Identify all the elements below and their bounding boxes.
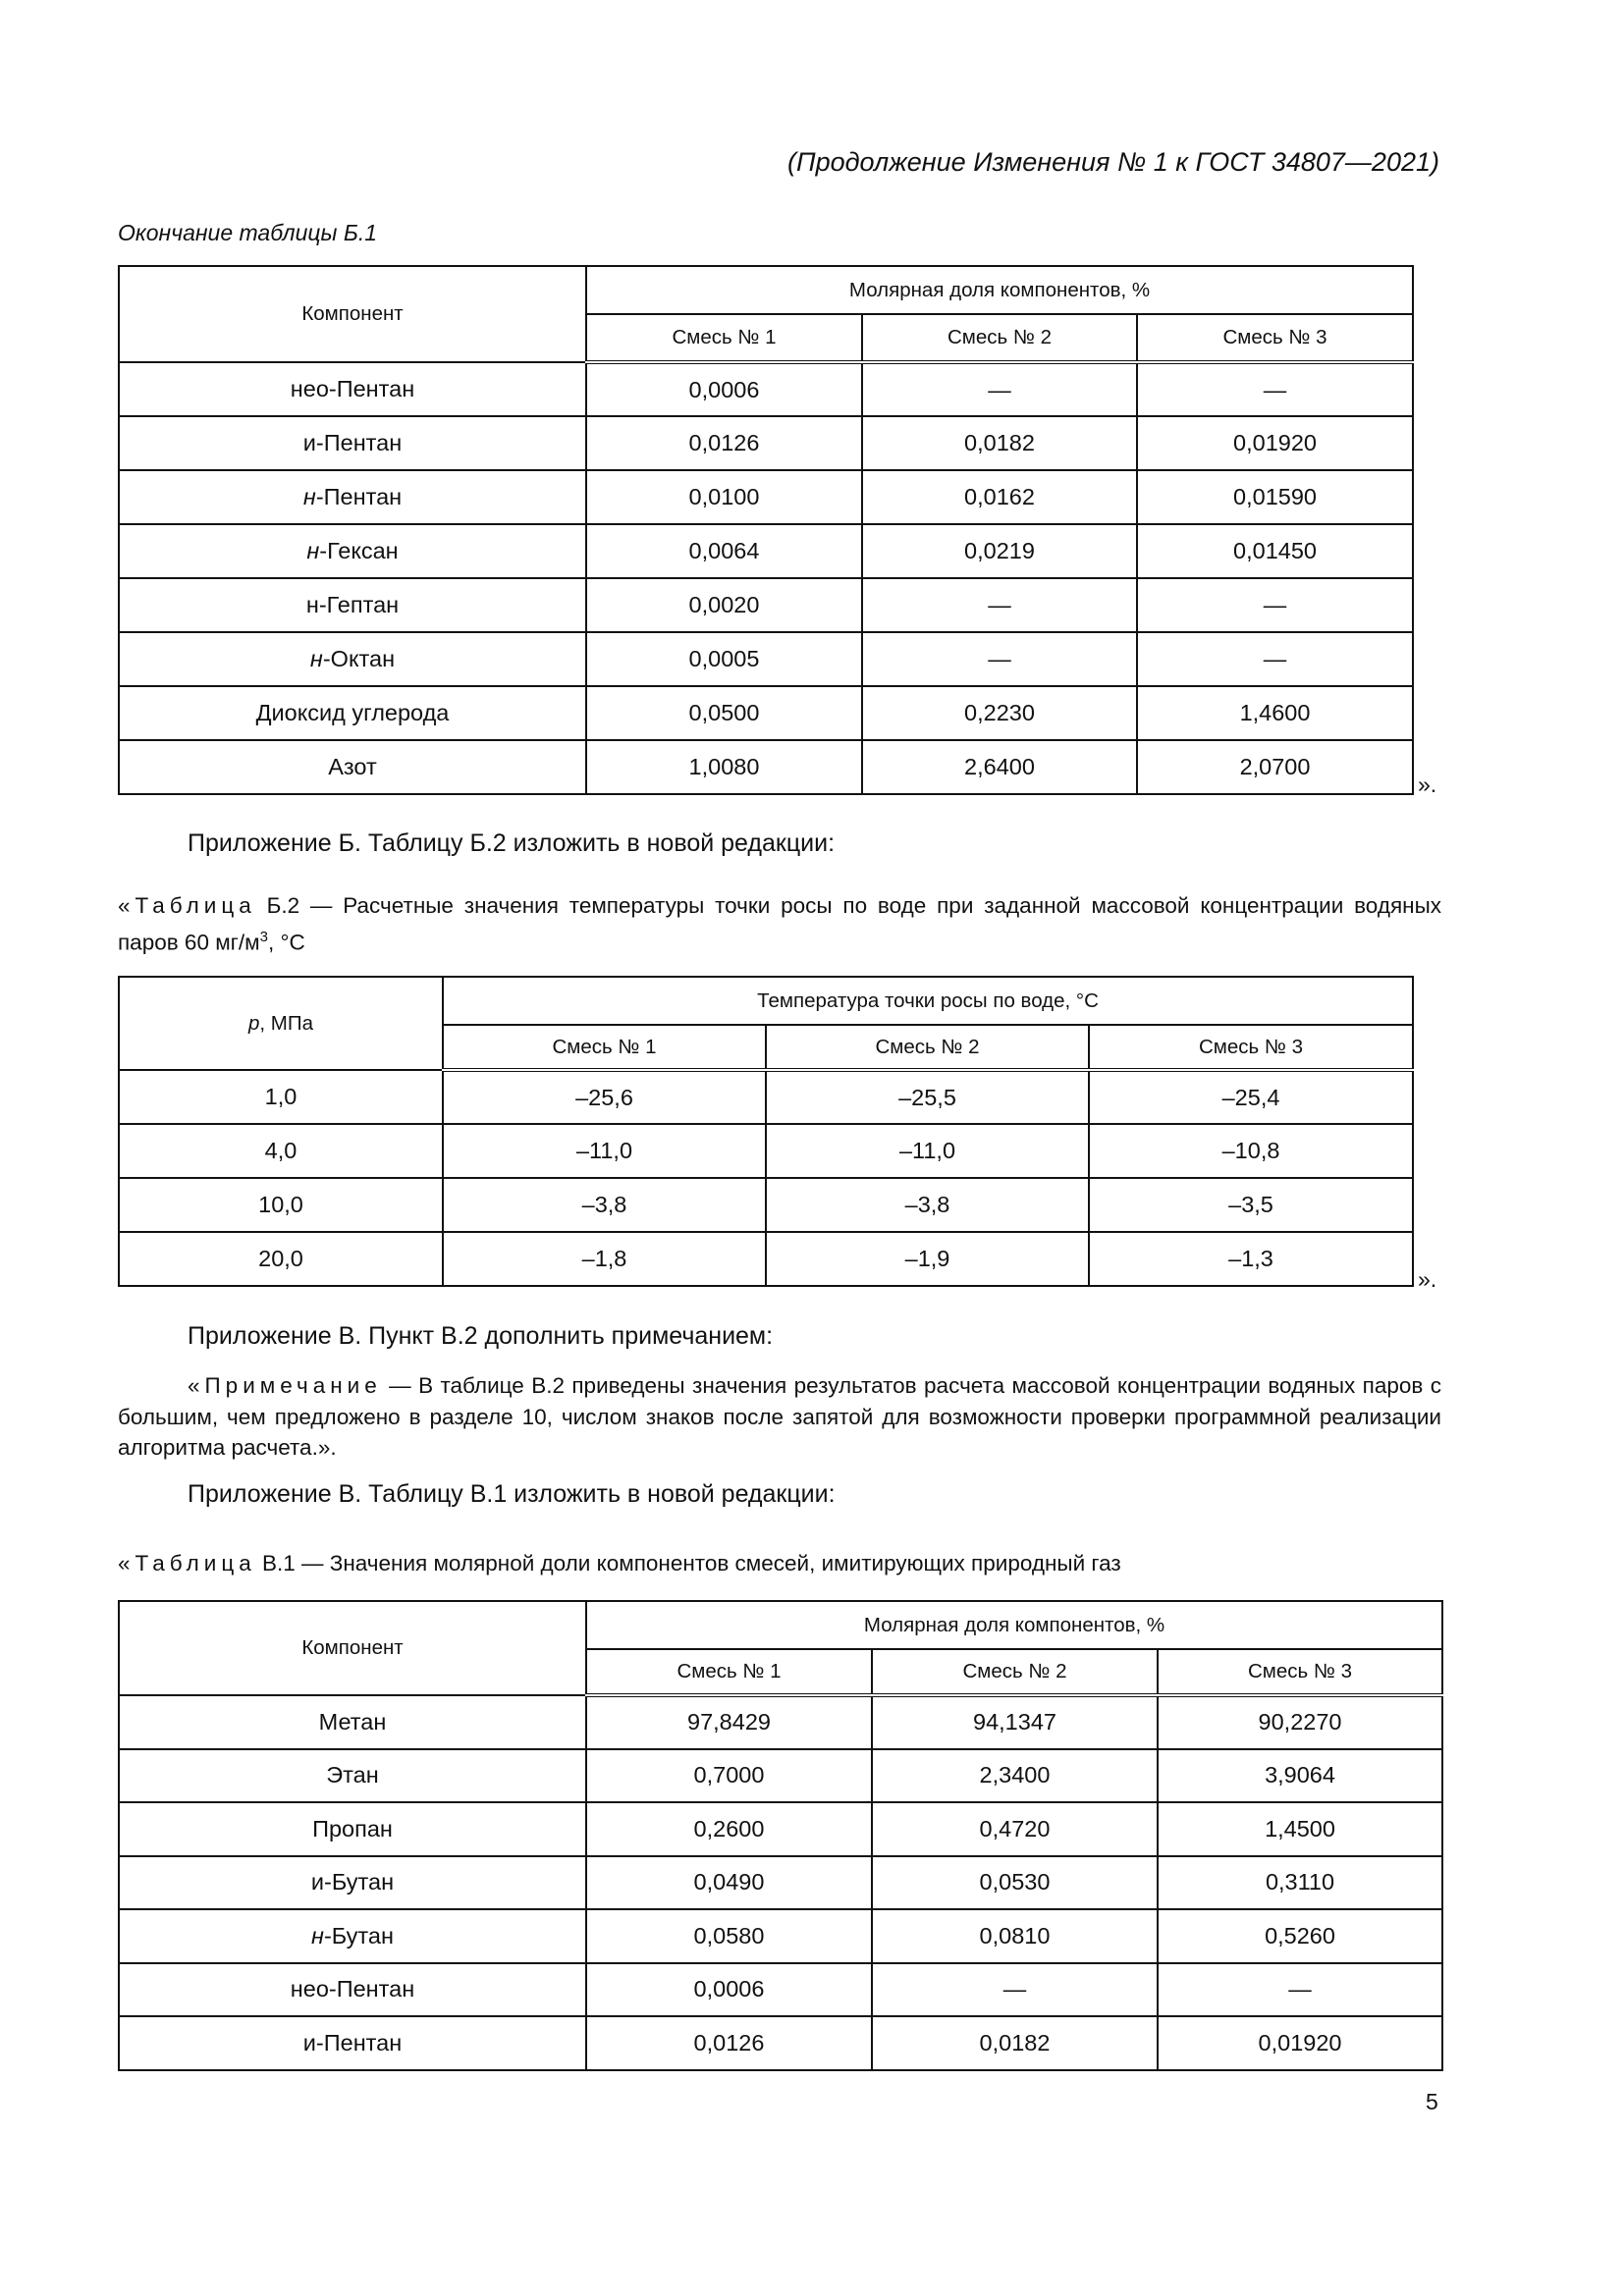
component-name: нео-Пентан [290, 1976, 415, 2002]
closing-quote: ». [1418, 772, 1437, 797]
component-name: нео-Пентан [290, 376, 415, 401]
row-label [119, 524, 586, 578]
component-name: -Октан [322, 646, 396, 671]
col-header-component: Компонент [119, 1601, 586, 1695]
col-header-mix-1: Смесь № 1 [586, 314, 862, 362]
table-b1-caption: Окончание таблицы Б.1 [118, 220, 378, 245]
cell-mix-1: –25,6 [443, 1070, 766, 1124]
note-text: — В таблице В.2 приведены значения результатов расчета массовой концентрации водяных паров с большим, чем предложено в разделе 10, числом знаков после запятой для возможности проверки программной реализации алгоритма расчета.». [118, 1373, 1441, 1460]
table-b2 [118, 976, 1414, 1287]
row-label [119, 740, 586, 794]
caption-sup: 3 [259, 928, 268, 945]
cell-mix-2: 0,0182 [862, 416, 1137, 470]
cell-mix-2: 0,2230 [862, 686, 1137, 740]
table-row [119, 1232, 1413, 1286]
table-row [119, 1963, 1442, 2017]
table-row [119, 1124, 1413, 1178]
col-header-group: Молярная доля компонентов, % [586, 266, 1413, 314]
table-row [119, 524, 1413, 578]
row-label [119, 1749, 586, 1803]
paragraph-appendix-v-1: Приложение В. Таблицу В.1 изложить в новой редакции: [188, 1480, 836, 1508]
table-row [119, 470, 1413, 524]
component-name: и-Пентан [302, 2029, 403, 2056]
cell-mix-3: — [1137, 362, 1413, 416]
cell-mix-3: –25,4 [1089, 1070, 1413, 1124]
row-label [119, 578, 586, 632]
paragraph-appendix-v-2: Приложение В. Пункт В.2 дополнить примечанием: [188, 1322, 774, 1350]
cell-mix-3: 0,01920 [1137, 416, 1413, 470]
row-label: 1,0 [119, 1070, 443, 1124]
table-row [119, 1856, 1442, 1910]
component-name: Азот [328, 754, 377, 779]
caption-prefix: «Таблица [118, 893, 256, 918]
component-name: Этан [326, 1762, 379, 1789]
col-header-mix-3: Смесь № 3 [1089, 1025, 1413, 1070]
col-header-mix-2: Смесь № 2 [862, 314, 1137, 362]
note-prefix: «Примечание [188, 1373, 382, 1398]
p-unit: , МПа [259, 1011, 313, 1035]
cell-mix-1: 0,0005 [586, 632, 862, 686]
col-header-mix-3: Смесь № 3 [1158, 1649, 1442, 1695]
closing-quote: ». [1418, 1266, 1437, 1292]
cell-mix-1: –11,0 [443, 1124, 766, 1178]
row-label [119, 1909, 586, 1963]
cell-mix-3: 0,01590 [1137, 470, 1413, 524]
cell-mix-1: 0,7000 [586, 1749, 872, 1803]
cell-mix-2: 0,0162 [862, 470, 1137, 524]
row-label [119, 362, 586, 416]
col-header-pressure [119, 977, 443, 1070]
table-row [119, 1802, 1442, 1856]
italic-prefix: н [302, 484, 316, 509]
cell-mix-1: –1,8 [443, 1232, 766, 1286]
table-row [119, 2016, 1442, 2070]
table-row [119, 686, 1413, 740]
caption-text: В.1 — Значения молярной доли компонентов смесей, имитирующих природный газ [255, 1551, 1121, 1575]
p-symbol: p [247, 1011, 260, 1035]
table-row [119, 1909, 1442, 1963]
col-header-mix-1: Смесь № 1 [443, 1025, 766, 1070]
italic-prefix: н [306, 538, 320, 563]
component-name: -Бутан [323, 1922, 394, 1949]
cell-mix-2: 2,3400 [872, 1749, 1158, 1803]
caption-text: Б.2 — Расчетные значения температуры точки росы по воде при заданной массовой концентрации водяных паров 60 мг/м [118, 893, 1441, 954]
table-v1-caption [118, 1548, 1441, 1579]
cell-mix-2: 0,0219 [862, 524, 1137, 578]
cell-mix-3: –1,3 [1089, 1232, 1413, 1286]
cell-mix-1: 0,0020 [586, 578, 862, 632]
document-header: (Продолжение Изменения № 1 к ГОСТ 34807—2021) [787, 147, 1439, 177]
table-b2-caption [118, 890, 1441, 958]
cell-mix-1: 0,0100 [586, 470, 862, 524]
cell-mix-3: — [1137, 578, 1413, 632]
cell-mix-2: — [862, 632, 1137, 686]
caption-end: , °С [267, 930, 305, 954]
row-label [119, 686, 586, 740]
cell-mix-2: –3,8 [766, 1178, 1089, 1232]
component-name: и-Бутан [310, 1869, 395, 1896]
cell-mix-3: 1,4500 [1158, 1802, 1442, 1856]
italic-prefix: н [309, 646, 323, 671]
cell-mix-3: 0,01920 [1158, 2016, 1442, 2070]
caption-prefix: «Таблица [118, 1551, 256, 1575]
row-label [119, 470, 586, 524]
col-header-group: Температура точки росы по воде, °С [443, 977, 1413, 1025]
cell-mix-3: 90,2270 [1158, 1695, 1442, 1749]
cell-mix-2: 0,0810 [872, 1909, 1158, 1963]
component-name: и-Пентан [302, 430, 403, 455]
row-label [119, 1802, 586, 1856]
table-row [119, 632, 1413, 686]
cell-mix-2: 94,1347 [872, 1695, 1158, 1749]
cell-mix-2: 0,0182 [872, 2016, 1158, 2070]
table-row [119, 416, 1413, 470]
cell-mix-1: 0,0126 [586, 2016, 872, 2070]
cell-mix-2: –11,0 [766, 1124, 1089, 1178]
cell-mix-3: 2,0700 [1137, 740, 1413, 794]
cell-mix-2: –1,9 [766, 1232, 1089, 1286]
cell-mix-1: 0,0500 [586, 686, 862, 740]
row-label [119, 1695, 586, 1749]
cell-mix-2: 0,4720 [872, 1802, 1158, 1856]
col-header-mix-3: Смесь № 3 [1137, 314, 1413, 362]
cell-mix-2: — [862, 578, 1137, 632]
cell-mix-3: 0,5260 [1158, 1909, 1442, 1963]
page-number: 5 [1426, 2089, 1438, 2114]
row-label [119, 1856, 586, 1910]
component-name: -Пентан [315, 484, 403, 509]
table-row [119, 1178, 1413, 1232]
cell-mix-3: 0,01450 [1137, 524, 1413, 578]
cell-mix-1: 0,0006 [586, 362, 862, 416]
component-name: -Гексан [319, 538, 399, 563]
cell-mix-1: 97,8429 [586, 1695, 872, 1749]
row-label: 10,0 [119, 1178, 443, 1232]
table-row [119, 1070, 1413, 1124]
cell-mix-1: 1,0080 [586, 740, 862, 794]
cell-mix-1: 0,0006 [586, 1963, 872, 2017]
table-v1 [118, 1600, 1443, 2071]
cell-mix-1: 0,0580 [586, 1909, 872, 1963]
note-paragraph [118, 1370, 1441, 1464]
table-row [119, 362, 1413, 416]
col-header-mix-2: Смесь № 2 [766, 1025, 1089, 1070]
component-name: Диоксид углерода [255, 700, 450, 725]
cell-mix-2: –25,5 [766, 1070, 1089, 1124]
cell-mix-2: — [872, 1963, 1158, 2017]
table-row [119, 578, 1413, 632]
cell-mix-3: 3,9064 [1158, 1749, 1442, 1803]
cell-mix-2: — [862, 362, 1137, 416]
table-row [119, 1749, 1442, 1803]
cell-mix-3: 1,4600 [1137, 686, 1413, 740]
col-header-mix-1: Смесь № 1 [586, 1649, 872, 1695]
col-header-mix-2: Смесь № 2 [872, 1649, 1158, 1695]
cell-mix-1: 0,0490 [586, 1856, 872, 1910]
row-label [119, 2016, 586, 2070]
cell-mix-3: — [1158, 1963, 1442, 2017]
row-label: 20,0 [119, 1232, 443, 1286]
row-label [119, 632, 586, 686]
row-label [119, 1963, 586, 2017]
paragraph-appendix-b: Приложение Б. Таблицу Б.2 изложить в новой редакции: [188, 829, 836, 857]
table-b1 [118, 265, 1414, 795]
component-name: н-Гептан [305, 592, 400, 617]
cell-mix-3: 0,3110 [1158, 1856, 1442, 1910]
cell-mix-2: 2,6400 [862, 740, 1137, 794]
row-label: 4,0 [119, 1124, 443, 1178]
component-name: Пропан [312, 1815, 393, 1842]
cell-mix-1: 0,2600 [586, 1802, 872, 1856]
row-label [119, 416, 586, 470]
table-row [119, 1695, 1442, 1749]
cell-mix-1: –3,8 [443, 1178, 766, 1232]
italic-prefix: н [311, 1922, 324, 1949]
cell-mix-3: — [1137, 632, 1413, 686]
component-name: Метан [318, 1708, 387, 1735]
col-header-group: Молярная доля компонентов, % [586, 1601, 1442, 1649]
table-row [119, 740, 1413, 794]
cell-mix-3: –3,5 [1089, 1178, 1413, 1232]
col-header-component: Компонент [119, 266, 586, 362]
cell-mix-2: 0,0530 [872, 1856, 1158, 1910]
cell-mix-3: –10,8 [1089, 1124, 1413, 1178]
cell-mix-1: 0,0126 [586, 416, 862, 470]
cell-mix-1: 0,0064 [586, 524, 862, 578]
